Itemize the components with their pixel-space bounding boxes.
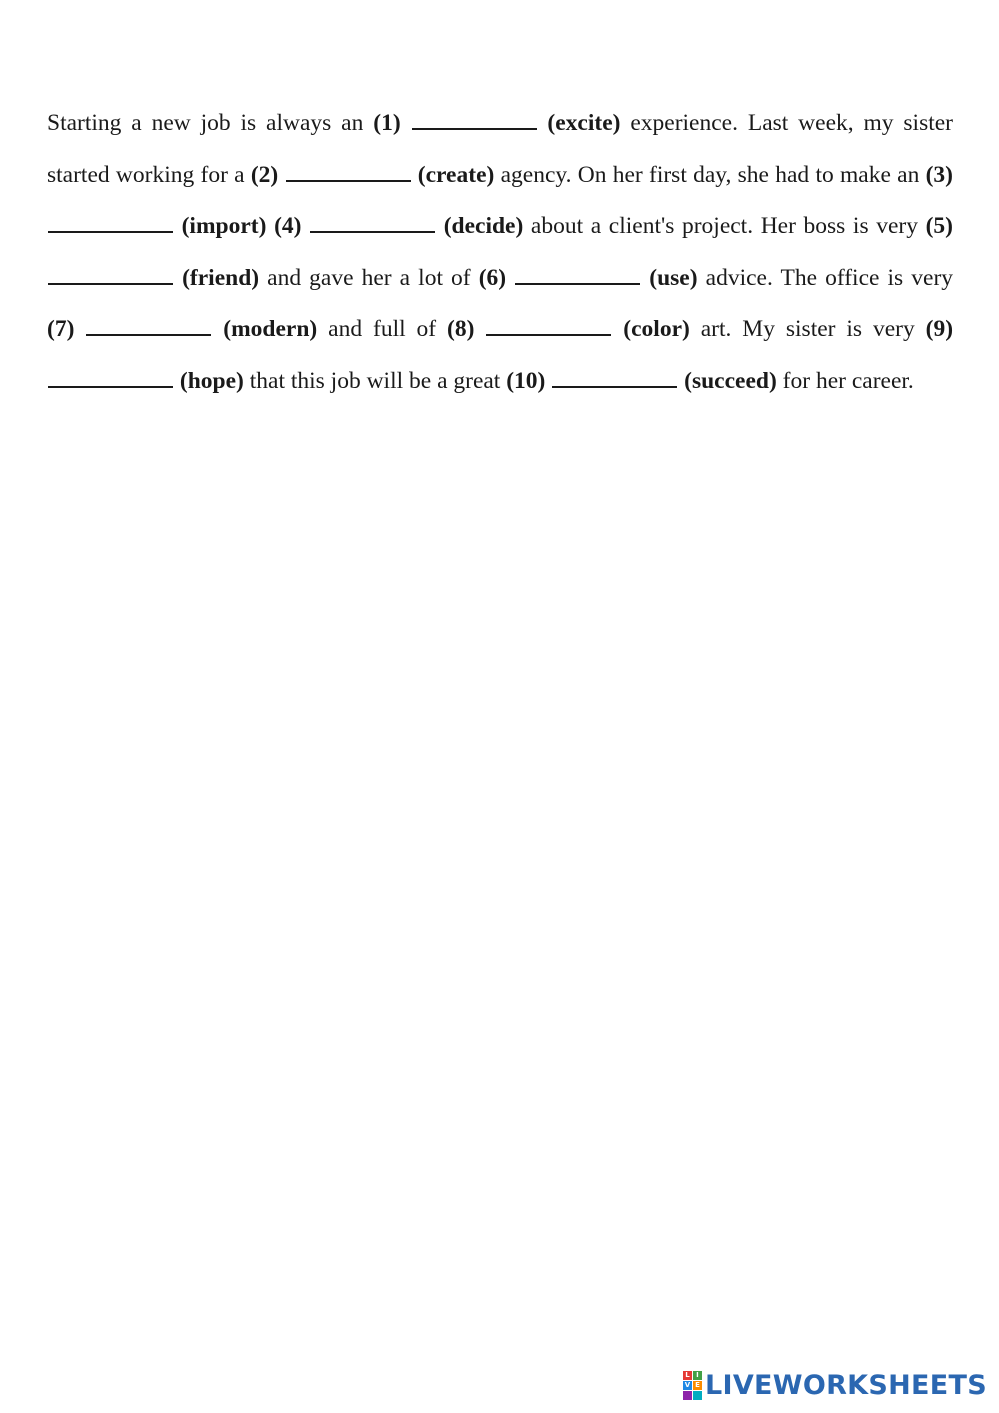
blank-number: (5)	[925, 213, 953, 239]
answer-blank-1[interactable]	[412, 110, 537, 130]
passage-segment: agency. On her first day, she had to make an	[494, 161, 926, 188]
passage-segment: Starting a new job is always an	[47, 110, 374, 136]
base-word: (friend)	[182, 264, 260, 291]
passage-text	[47, 98, 953, 407]
base-word: (hope)	[179, 367, 244, 394]
base-word: (decide)	[443, 213, 524, 239]
answer-blank-7[interactable]	[86, 316, 211, 336]
blank-number: (3)	[925, 161, 953, 188]
blank-number: (4)	[274, 213, 302, 239]
answer-blank-6[interactable]	[515, 265, 640, 285]
logo-mark-icon	[683, 1371, 702, 1400]
logo-mark-cell: L	[683, 1371, 692, 1380]
passage-segment: that this job will be a great	[243, 367, 507, 394]
blank-number: (8)	[447, 316, 475, 342]
blank-number: (2)	[250, 161, 279, 188]
passage-segment: and gave her a lot of	[259, 264, 479, 291]
base-word: (succeed)	[684, 367, 777, 394]
logo-mark-cell: I	[693, 1371, 702, 1380]
blank-number: (7)	[47, 316, 75, 342]
base-word: (import)	[181, 213, 267, 239]
answer-blank-2[interactable]	[286, 162, 411, 182]
base-word: (excite)	[547, 110, 621, 136]
passage-segment	[266, 213, 274, 239]
answer-blank-9[interactable]	[48, 368, 173, 388]
base-word: (color)	[623, 316, 690, 342]
base-word: (use)	[649, 264, 698, 291]
passage-segment: and full of	[317, 316, 448, 342]
logo-mark-cell	[683, 1391, 692, 1400]
logo-mark-cell: E	[693, 1381, 702, 1390]
answer-blank-8[interactable]	[486, 316, 611, 336]
answer-blank-5[interactable]	[48, 265, 173, 285]
blank-number: (1)	[373, 110, 401, 136]
blank-number: (10)	[506, 367, 546, 394]
logo-mark-cell	[693, 1391, 702, 1400]
base-word: (create)	[417, 161, 495, 188]
liveworksheets-logo	[683, 1367, 987, 1403]
logo-mark-cell: V	[684, 1380, 691, 1389]
base-word: (modern)	[223, 316, 318, 342]
passage-segment: for her career.	[776, 367, 914, 394]
answer-blank-4[interactable]	[310, 213, 435, 233]
passage-segment: advice. The office is very	[697, 264, 954, 291]
passage-segment: experience. Last week, my sister started working for a	[47, 110, 954, 188]
blank-number: (9)	[925, 316, 954, 342]
passage-segment: about a client's project. Her boss is very	[523, 213, 926, 239]
blank-number: (6)	[478, 264, 507, 291]
logo-text: LIVEWORKSHEETS	[704, 1369, 987, 1401]
answer-blank-3[interactable]	[48, 213, 173, 233]
answer-blank-10[interactable]	[552, 368, 677, 388]
passage-segment: art. My sister is very	[689, 316, 926, 342]
